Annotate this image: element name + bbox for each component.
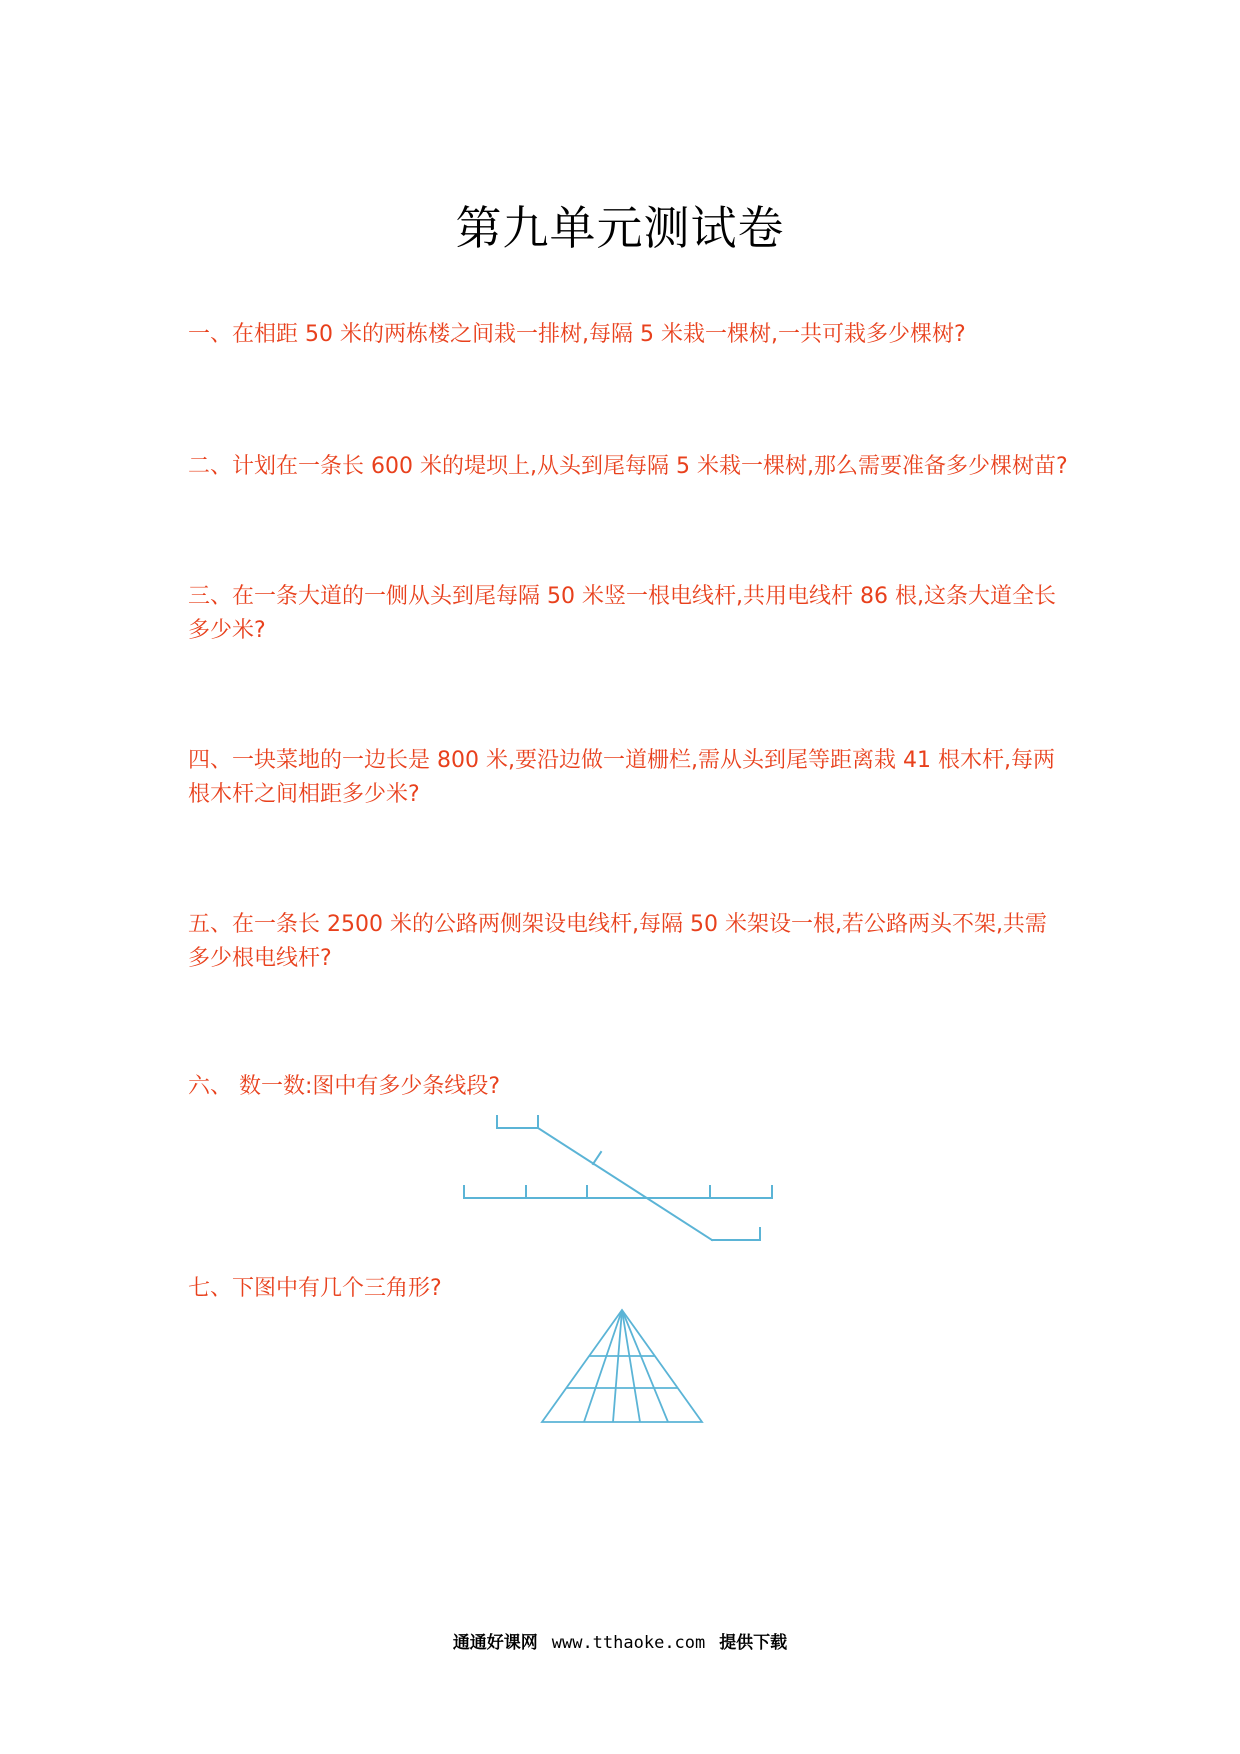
line-segments-figure bbox=[450, 1108, 790, 1258]
footer-url[interactable]: www.tthaoke.com bbox=[551, 1633, 706, 1653]
diagonal-tick bbox=[593, 1152, 601, 1164]
question-7: 七、下图中有几个三角形? bbox=[188, 1276, 442, 1301]
outer-triangle bbox=[542, 1310, 702, 1422]
apex-line-1 bbox=[584, 1310, 622, 1422]
page-title: 第九单元测试卷 bbox=[455, 201, 785, 255]
apex-line-2 bbox=[613, 1310, 622, 1422]
diagonal-line bbox=[538, 1128, 712, 1240]
footer bbox=[0, 1628, 1240, 1653]
question-1: 一、在相距 50 米的两栋楼之间栽一排树,每隔 5 米栽一棵树,一共可栽多少棵树? bbox=[188, 322, 966, 347]
triangle-grid-figure bbox=[530, 1300, 710, 1430]
footer-site: 通通好课网 bbox=[452, 1633, 538, 1653]
question-2: 二、计划在一条长 600 米的堤坝上,从头到尾每隔 5 米栽一棵树,那么需要准备多少棵树苗? bbox=[188, 454, 1068, 479]
question-5: 五、在一条长 2500 米的公路两侧架设电线杆,每隔 50 米架设一根,若公路两头不架,共需多少根电线杆? bbox=[188, 912, 1047, 971]
apex-line-3 bbox=[622, 1310, 640, 1422]
question-3: 三、在一条大道的一侧从头到尾每隔 50 米竖一根电线杆,共用电线杆 86 根,这条大道全长多少米? bbox=[188, 584, 1056, 643]
footer-suffix: 提供下载 bbox=[719, 1633, 788, 1653]
question-4: 四、一块菜地的一边长是 800 米,要沿边做一道栅栏,需从头到尾等距离栽 41 根木杆,每两根木杆之间相距多少米? bbox=[188, 748, 1055, 807]
question-6: 六、 数一数:图中有多少条线段? bbox=[188, 1074, 501, 1099]
